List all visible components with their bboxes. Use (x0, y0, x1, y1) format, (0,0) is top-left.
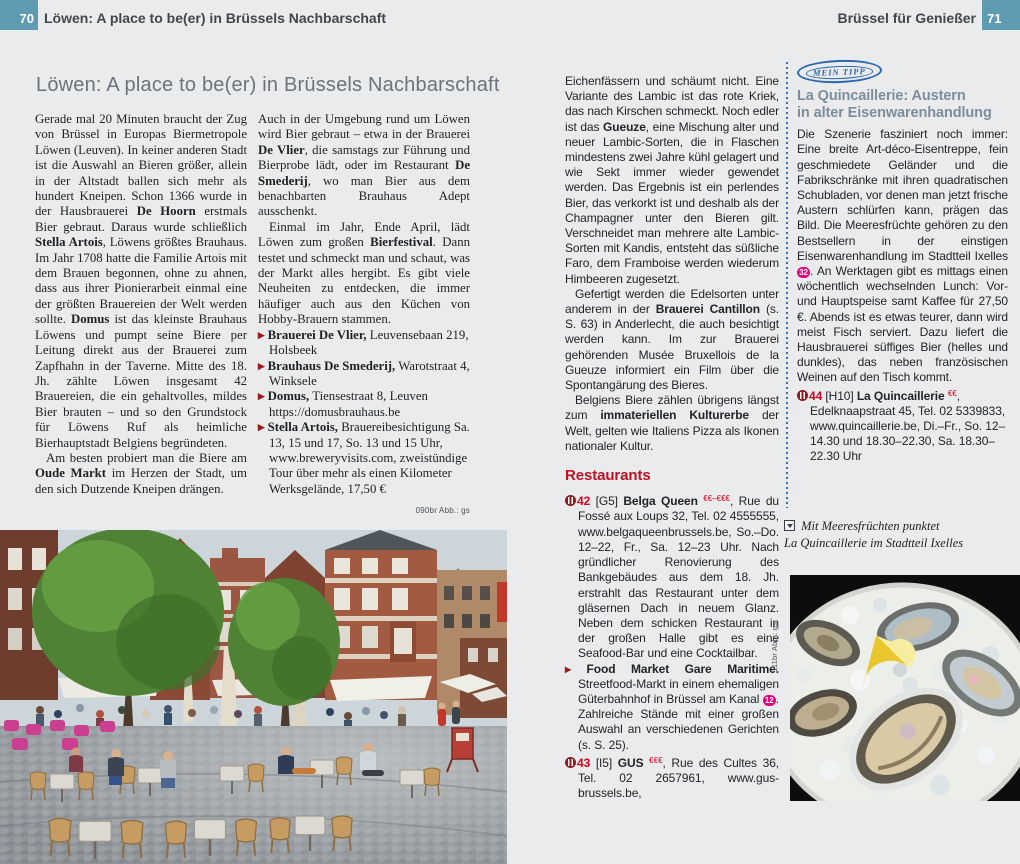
page-number: 70 (19, 11, 34, 26)
map-marker-badge: 12 (763, 695, 776, 706)
left-page-column-2 (258, 112, 470, 497)
page-number-badge-right (982, 0, 1020, 30)
market-square-illustration (0, 530, 507, 864)
bullet-chevron-icon: ▸ (258, 389, 268, 404)
list-item: ▸ Brauhaus De Smederij, Warotstraat 4, Winksele (258, 358, 470, 388)
address-bullet-list (258, 328, 470, 497)
bullet-chevron-icon: ▸ (258, 327, 268, 342)
restaurant-marker-icon (565, 757, 576, 768)
photo-caption: Mit Meeresfrüchten punktet La Quincaillerie im Stadtteil Ixelles (784, 519, 964, 550)
photo-credit: 090br Abb.: gs (415, 506, 470, 515)
bullet-chevron-icon: ▸ (258, 420, 268, 435)
list-item: ▸ Domus, Tiensestraat 8, Leuven https://domusbrauhaus.be (258, 389, 428, 419)
restaurant-entry: 42 [G5] Belga Queen €€–€€€, Rue du Fossé aux Loups 32, Tel. 02 4555555, www.belgaqueenbrussels.be, So.–Do. 12–22, Fr., Sa. 12–23 Uhr. Nach gründlicher Renovierung des Bankgebäudes aus dem 18. Jh. erstrahlt das Restaurant unter dem gläsernen Dach in neuem Glanz. Neben dem schicken Restaurant in der großen Halle gibt es eine Seafood-Bar und eine Cocktailbar. (565, 491, 779, 661)
photo-caption-arrow-icon (784, 520, 795, 531)
photo-credit-vertical: 111br Abb.: gs (770, 621, 779, 672)
tip-box-divider (786, 62, 788, 508)
tip-heading: La Quincaillerie: Austern in alter Eisenwarenhandlung (797, 88, 992, 122)
page-number-badge-left (0, 0, 38, 30)
paragraph: Belgiens Biere zählen übrigens längst zum immateriellen Kulturerbe der Welt, gelten wie Italiens Pizza als Ikonen nationaler Kultur. (565, 393, 779, 453)
page-number: 71 (987, 11, 1002, 26)
restaurant-marker-icon (797, 390, 808, 401)
restaurant-entry: 44 [H10] La Quincaillerie €€, Edelknaapstraat 45, Tel. 02 5339833, www.quincaillerie.be, Di.–Fr., So. 12–14.30 und 18.30–22.30, Sa. 18.30–22.30 Uhr (797, 386, 1008, 465)
paragraph: Eichenfässern und schäumt nicht. Eine Variante des Lambic ist das rote Kriek, das nach Kirschen schmeckt. Noch edler ist das Gueuze, eine Mischung alter und neuer Lambic-Sorten, die in Flaschen mindestens zwei Jahre kühl gelagert und wie Sekt immer wieder gewendet werden. Das Ergebnis ist ein perlendes Bier, das verkorkt ist und deshalb als der Champagner unter den Bieren gilt. Verschneidet man mehrere alte Lambic-Sorten mit Kandis, entsteht das süßliche Faro, dem Framboise werden wiederum Himbeeren zugesetzt. (565, 74, 779, 286)
left-page-column-1 (35, 112, 247, 497)
mein-tipp-label: MEIN TIPP (806, 65, 873, 80)
paragraph: Einmal im Jahr, Ende April, lädt Löwen zum großen Bierfestival. Dann testet und schmeckt man und schaut, was der Markt alles hergibt. Es gibt viele Neuheiten zu entdecken, die immer häufiger auch aus den Küchen von Hobby-Brauern stammen. (258, 219, 470, 327)
restaurant-entry: ▸ Food Market Gare Maritime. Streetfood-Markt in einem ehemaligen Güterbahnhof in Brüssel am Kanal 12 . Zahlreiche Stände mit einer großen Auswahl an verschiedenen Gerichten (s. S. 25). (565, 661, 779, 752)
right-page-column (565, 74, 779, 801)
paragraph: Auch in der Umgebung rund um Löwen wird Bier gebraut – etwa in der Brauerei De Vlier, die samstags zur Führung und Bierprobe lädt, oder im Restaurant De Smederij, wo man Bier aus dem benachbarten Brauhaus Adept ausschenkt. (258, 112, 470, 219)
list-item: ▸ Brauerei De Vlier, Leuvensebaan 219, Holsbeek (258, 327, 469, 358)
oysters-photo (790, 575, 1020, 801)
restaurants-heading: Restaurants (565, 467, 651, 485)
article-title: Löwen: A place to be(er) in Brüssels Nachbarschaft (36, 74, 500, 96)
list-item: ▸ Stella Artois, Brauereibesichtigung Sa. 13, 15 und 17, So. 13 und 15 Uhr, www.breweryvisits.com, zweistündige Tour über mehr als einen Kilometer Werksgelände, 17,50 € (258, 420, 470, 496)
tip-box (797, 60, 1008, 465)
paragraph: Gerade mal 20 Minuten braucht der Zug von Brüssel in Europas Biermetropole Löwen (Leuven). In keiner anderen Stadt ist die Auswahl an Bieren größer, allein in der Altstadt ballen sich mehr als hundert Kneipen. Schon 1366 wurde in der Hausbrauerei De Hoorn erstmals Bier gebraut. Daraus wurde schließlich Stella Artois, Löwens größtes Brauhaus. Im Jahr 1708 hatte die Familie Artois mit dem Brauen begonnen, ohne zu ahnen, dass aus ihrer Pionierarbeit einmal eine der größten Brauereien der Welt werden sollte. Domus ist das kleinste Brauhaus Löwens und pumpt seine Biere per Leitung direkt aus der Brauerei zum Zapfhahn in der Taverne. Mitte des 18. Jh. zählte Löwen insgesamt 42 Brauereien, die ein gehaltvolles, mildes Bier brauten – und so den Grundstock für Löwens Ruf als heimliche Bierhauptstadt Belgiens begründeten. (35, 112, 248, 450)
running-header-right: Brüssel für Genießer (837, 10, 976, 26)
restaurant-entry: 43 [I5] GUS €€€, Rue des Cultes 36, Tel. 02 2657961, www.gus-brussels.be, (565, 753, 779, 802)
bullet-chevron-icon: ▸ (565, 661, 587, 676)
tip-body: Die Szenerie fasziniert noch immer: Eine breite Art-déco-Eisentreppe, fein geschmiedete Geländer und die Fabrikschränke mit ihren quadratischen Schubladen, vor denen man jetzt frische Austern schlürfen kann, prägen das Bild. Die Meeresfrüchte gehören zu den Bestsellern in der einstigen Eisenwarenhandlung im Stadtteil Ixelles 32 . An Werktagen gibt es mittags einen wöchentlich wechselnden Lunch: Vor- und Hauptspeise samt Kaffee für 27,50 €. Abends ist es etwas teurer, dann wird meist Fisch serviert. Dazu liefert die Hausbrauerei süffiges Bier (helles und dunkles), das neben französischen Weinen auf den Tisch kommt. (797, 127, 1008, 385)
oysters-illustration (790, 575, 1020, 801)
paragraph: Gefertigt werden die Edelsorten unter anderem in der Brauerei Cantillon (s. S. 63) in Anderlecht, die auch besichtigt werden kann. Im zur Brauerei gehörenden Musée Bruxellois de la Gueuze informiert ein Film über die Spontangärung des Bieres. (565, 286, 779, 393)
paragraph: Am besten probiert man die Biere am Oude Markt im Herzen der Stadt, um den sich Dutzende Kneipen drängen. (35, 450, 247, 496)
restaurant-marker-icon (565, 495, 576, 506)
mein-tipp-stamp (797, 59, 882, 85)
market-square-photo (0, 530, 507, 864)
running-header-left: Löwen: A place to be(er) in Brüssels Nachbarschaft (44, 10, 387, 26)
map-marker-badge: 32 (797, 267, 810, 278)
bullet-chevron-icon: ▸ (258, 358, 268, 373)
